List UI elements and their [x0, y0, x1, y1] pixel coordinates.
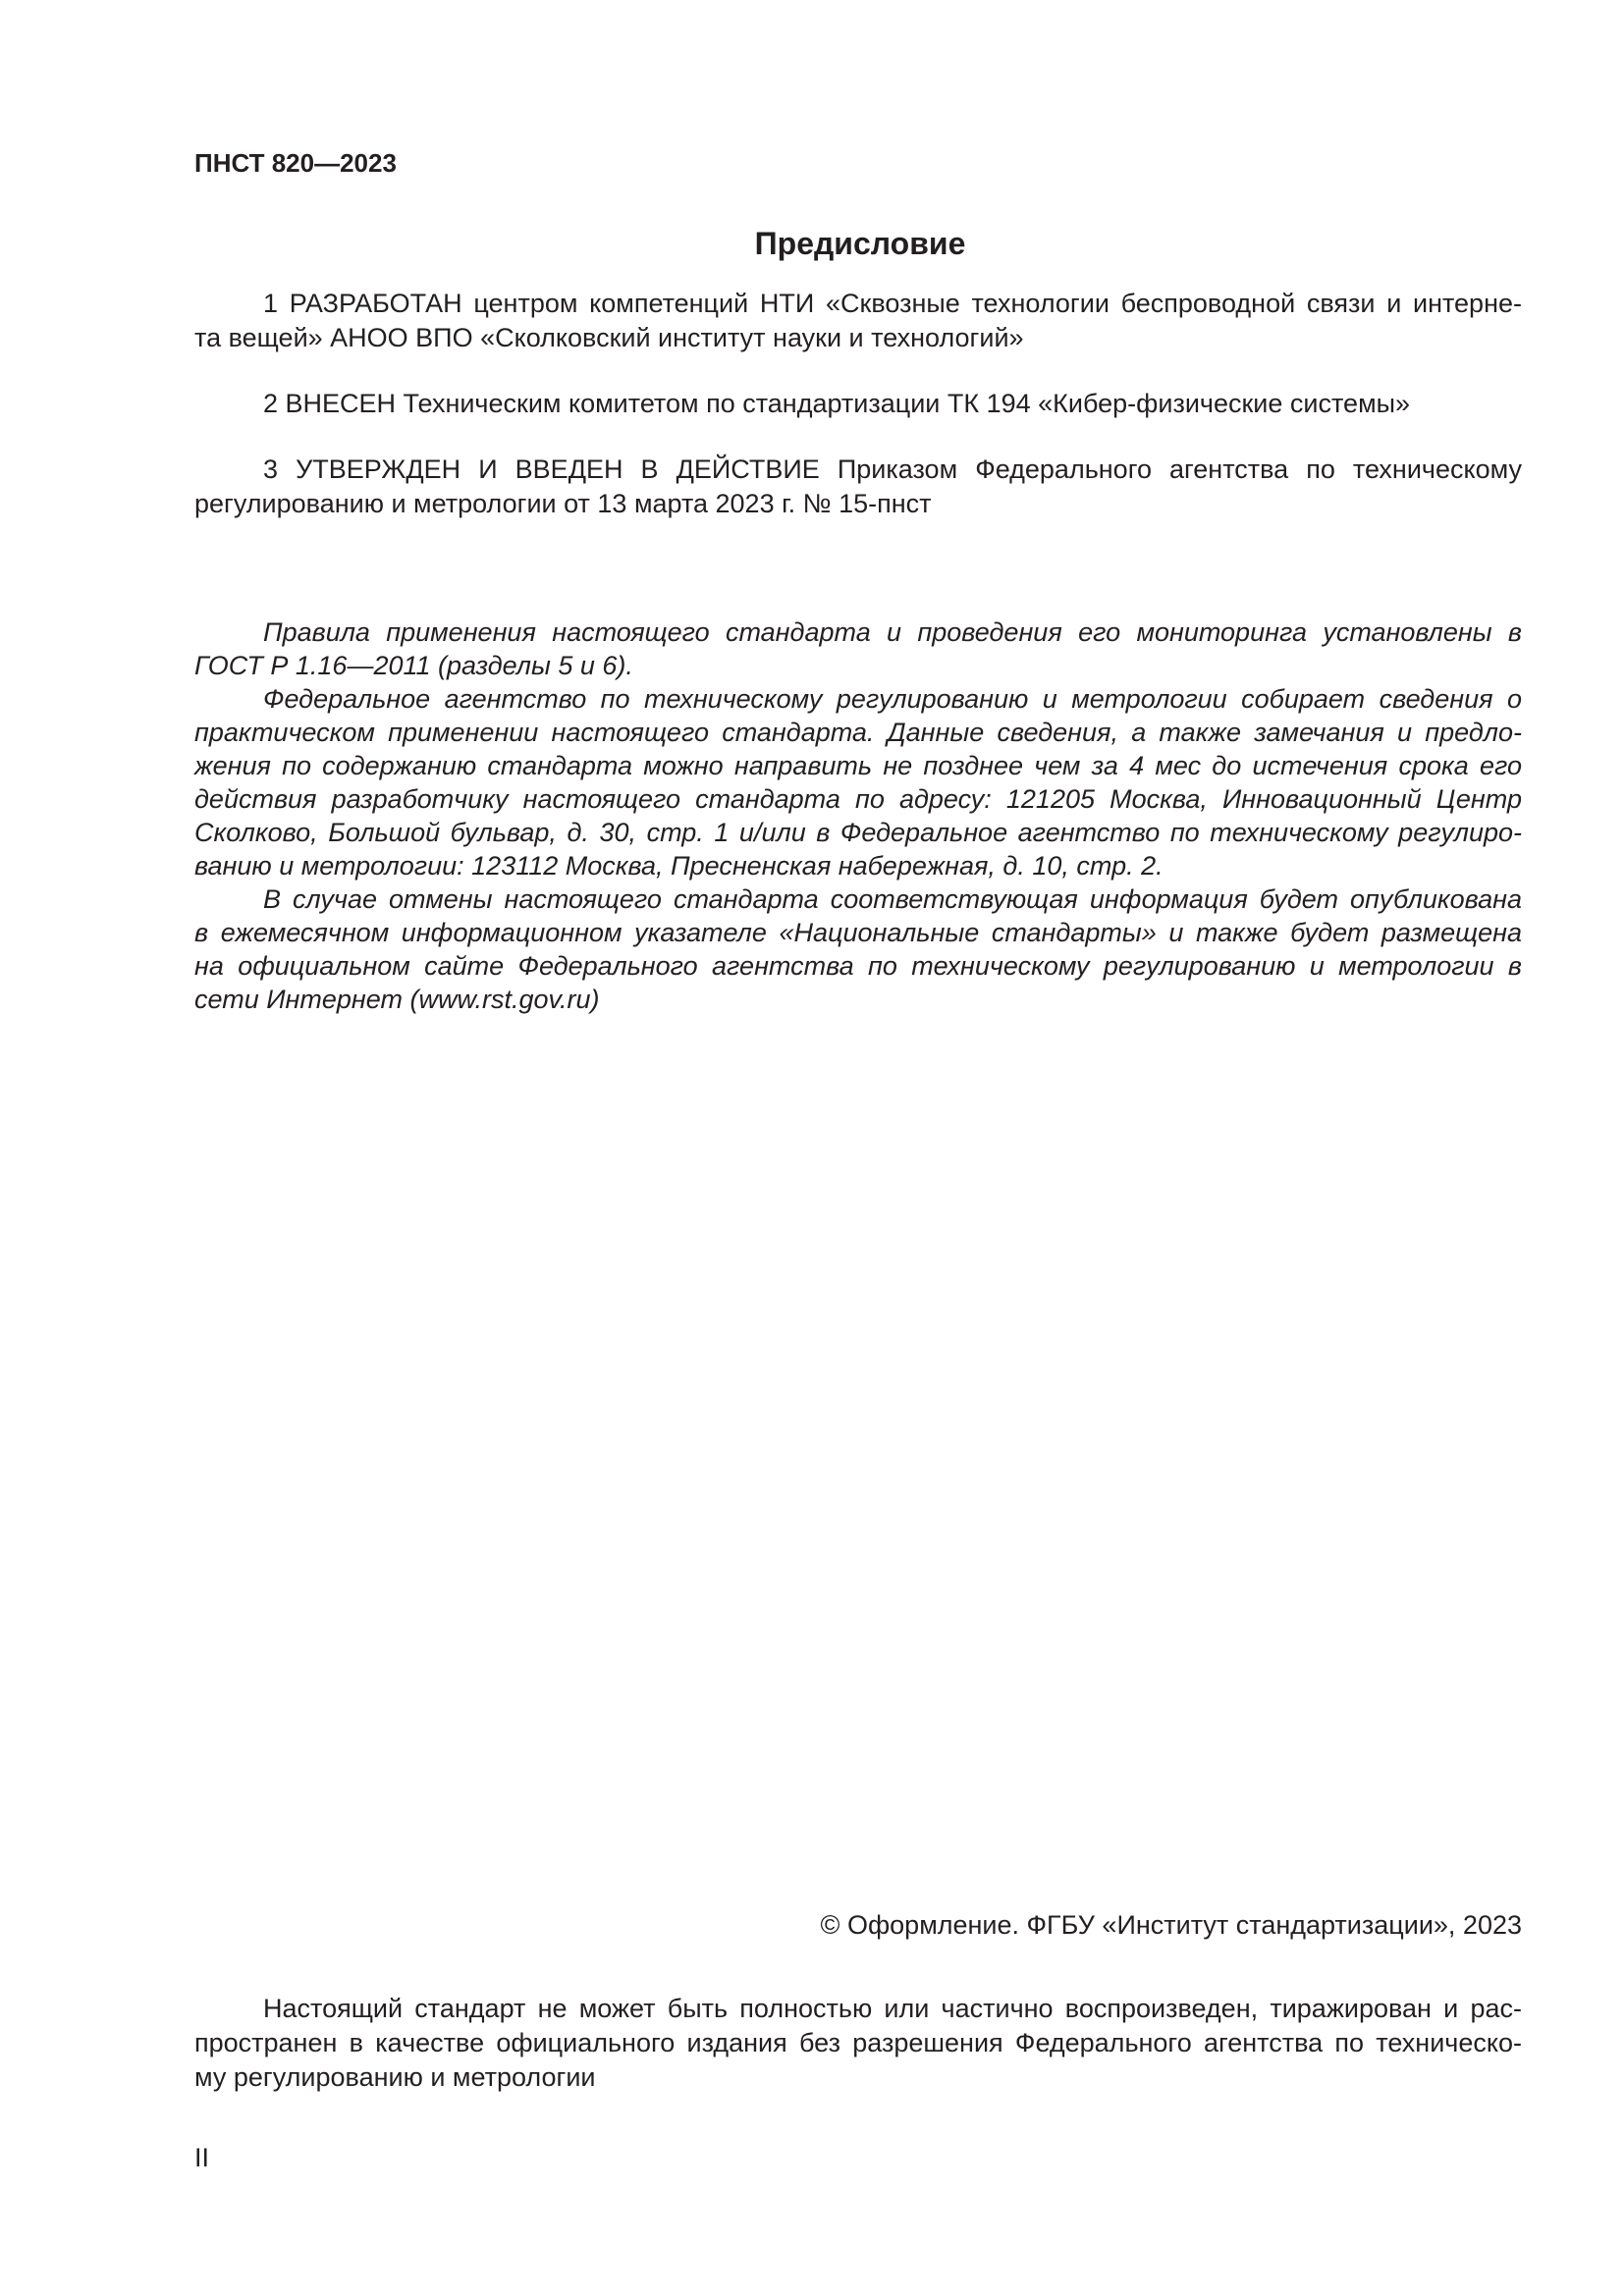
text-line: ГОСТ Р 1.16—2011 (разделы 5 и 6).	[194, 651, 633, 680]
standard-designation: ПНСТ 820—2023	[194, 148, 397, 178]
text-line: практическом применении настоящего стандарта. Данные сведения, а также замечания и предло-	[194, 718, 1522, 747]
text-line: пространен в качестве официального издания без разрешения Федерального агентства по техническо-	[194, 2028, 1522, 2057]
text-line: Федеральное агентство по техническому регулированию и метрологии собирает сведения о	[263, 684, 1522, 714]
text-line: Настоящий стандарт не может быть полностью или частично воспроизведен, тиражирован и рас-	[263, 1994, 1522, 2023]
text-line: жения по содержанию стандарта можно направить не позднее чем за 4 мес до истечения срока его	[194, 751, 1522, 780]
text-line: на официальном сайте Федерального агентства по техническому регулированию и метрологии в	[194, 951, 1522, 981]
text-line: му регулированию и метрологии	[194, 2062, 596, 2092]
text-line: в ежемесячном информационном указателе «Национальные стандарты» и также будет размещена	[194, 918, 1522, 947]
copyright-notice: © Оформление. ФГБУ «Институт стандартизации», 2023	[820, 1910, 1522, 1940]
text-line: Правила применения настоящего стандарта и проведения его мониторинга установлены в	[263, 617, 1522, 647]
page-title: Предисловие	[754, 226, 966, 261]
text-line: 3 УТВЕРЖДЕН И ВВЕДЕН В ДЕЙСТВИЕ Приказом Федерального агентства по техническому	[263, 454, 1522, 484]
page-number: II	[194, 2143, 210, 2172]
text-line: ванию и метрологии: 123112 Москва, Пресненская набережная, д. 10, стр. 2.	[194, 851, 1164, 881]
text-line: сети Интернет (www.rst.gov.ru)	[194, 985, 600, 1014]
text-line: та вещей» АНОО ВПО «Сколковский институт науки и технологий»	[194, 323, 1024, 352]
text-line: В случае отмены настоящего стандарта соответствующая информация будет опубликована	[263, 884, 1522, 914]
text-line: регулированию и метрологии от 13 марта 2023 г. № 15-пнст	[194, 489, 932, 518]
text-line: 2 ВНЕСЕН Техническим комитетом по стандартизации ТК 194 «Кибер-физические системы»	[263, 389, 1411, 418]
text-line: 1 РАЗРАБОТАН центром компетенций НТИ «Сквозные технологии беспроводной связи и интерне-	[263, 289, 1522, 318]
text-line: действия разработчику настоящего стандарта по адресу: 121205 Москва, Инновационный Центр	[194, 784, 1522, 814]
text-line: Сколково, Большой бульвар, д. 30, стр. 1 и/или в Федеральное агентство по техническому регулиро-	[194, 818, 1522, 847]
